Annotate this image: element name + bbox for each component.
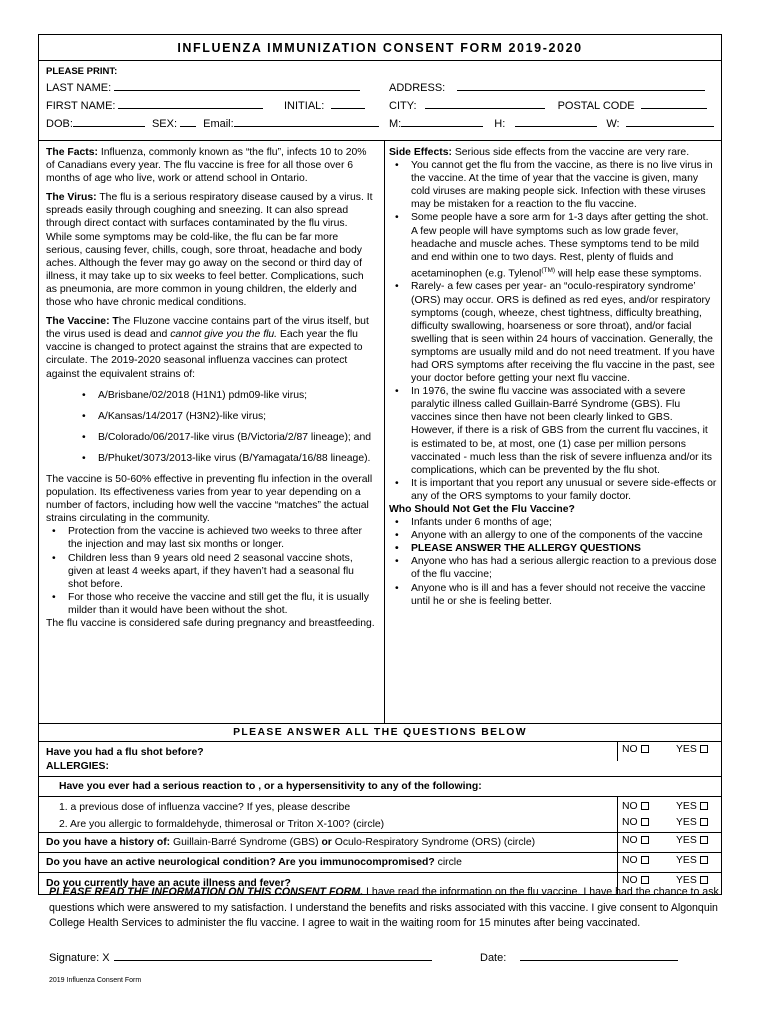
yes-checkbox[interactable]	[700, 818, 708, 826]
yes-checkbox[interactable]	[700, 876, 708, 884]
dob-label: DOB:	[46, 118, 73, 130]
email-label: Email:	[203, 118, 234, 130]
question-serious-reaction: Have you ever had a serious reaction to , or a hypersensitivity to any of the following:	[59, 781, 482, 792]
list-item: • Protection from the vaccine is achieved two weeks to three after the injection and may last six months or longer.	[46, 525, 376, 551]
list-item: • A/Brisbane/02/2018 (H1N1) pdm09-like virus;	[46, 389, 376, 402]
no-label: NO	[622, 744, 638, 755]
questions-header: PLEASE ANSWER ALL THE QUESTIONS BELOW	[39, 724, 721, 742]
no-checkbox[interactable]	[641, 856, 649, 864]
question-flu-shot: Have you had a flu shot before?	[46, 747, 204, 758]
side-effects-list	[389, 159, 717, 503]
list-item: • PLEASE ANSWER THE ALLERGY QUESTIONS	[389, 542, 717, 555]
phone-w-label: W:	[606, 118, 620, 130]
sex-field[interactable]	[180, 117, 196, 127]
facts-paragraph	[46, 146, 376, 185]
question-allergic-formaldehyde: 2. Are you allergic to formaldehyde, thimerosal or Triton X-100? (circle)	[59, 819, 385, 830]
no-checkbox[interactable]	[641, 802, 649, 810]
date-line	[480, 951, 678, 964]
please-print-label: PLEASE PRINT:	[46, 66, 118, 77]
vaccine-paragraph	[46, 315, 376, 380]
list-item: • A/Kansas/14/2017 (H3N2)-like virus;	[46, 410, 376, 423]
allergies-heading: ALLERGIES:	[46, 761, 109, 772]
side-effects-intro: Serious side effects from the vaccine are very rare.	[451, 147, 690, 158]
no-label: NO	[622, 801, 638, 812]
table-row	[39, 742, 721, 761]
list-item: • Children less than 9 years old need 2 seasonal vaccine shots, given at least 4 weeks apart, if they haven’t had a seasonal flu shot before.	[46, 552, 376, 591]
list-item: • It is important that you report any unusual or severe side-effects or any of the ORS symptoms to your family doctor.	[389, 477, 717, 503]
first-name-field[interactable]	[118, 99, 263, 109]
yes-label: YES	[676, 875, 697, 886]
question-history-or: or	[321, 837, 332, 848]
postal-code-label: POSTAL CODE	[557, 100, 635, 112]
question-previous-dose: 1. a previous dose of influenza vaccine? If yes, please describe	[59, 802, 351, 813]
yes-checkbox[interactable]	[700, 802, 708, 810]
question-history	[46, 837, 535, 848]
phone-m-label: M:	[389, 118, 402, 130]
yes-checkbox[interactable]	[700, 745, 708, 753]
initial-label: INITIAL:	[284, 100, 325, 112]
last-name-label: LAST NAME:	[46, 82, 112, 94]
question-neurological-circle: circle	[434, 857, 462, 868]
first-name-label: FIRST NAME:	[46, 100, 116, 112]
table-row	[39, 853, 721, 873]
table-row	[39, 761, 721, 777]
address-label: ADDRESS:	[389, 82, 446, 94]
yes-checkbox[interactable]	[700, 836, 708, 844]
phone-h-label: H:	[494, 118, 506, 130]
list-item: • You cannot get the flu from the vaccine, as there is no live virus in the vaccine. At the time of year that the vaccine is given, many cold viruses are making people sick. Infection with these viruses may be mistaken for a reaction to the flu vaccine.	[389, 159, 717, 211]
effectiveness-paragraph: The vaccine is 50-60% effective in preventing flu infection in the overall population. Its effectiveness varies from year to year depending on a number of factors, including how well the vaccine “matches” the actual strains circulating in the community.	[46, 473, 373, 525]
list-item: • Anyone who has had a serious allergic reaction to a previous dose of the flu vaccine;	[389, 555, 717, 581]
safety-note: The flu vaccine is considered safe during pregnancy and breastfeeding.	[46, 618, 375, 629]
no-label: NO	[622, 835, 638, 846]
no-label: NO	[622, 875, 638, 886]
yes-label: YES	[676, 744, 697, 755]
virus-text: The flu is a serious respiratory disease caused by a virus. It spreads easily through coughing and sneezing. It can also spread through direct contact with surfaces contaminated by the flu virus. While some symptoms may be cold-like, the flu can be far more serious, causing fever, chills, cough, sore throat, headache and body aches. Although the fever may go away on the second or third day of illness, it may take up to six weeks to feel better. Complications, such as pneumonia, are more common in young children, the elderly and those who have chronic medical conditions.	[46, 192, 373, 309]
phone-m-field[interactable]	[401, 117, 483, 127]
yes-label: YES	[676, 817, 697, 828]
no-checkbox[interactable]	[641, 818, 649, 826]
vaccine-bullets	[46, 525, 376, 617]
virus-heading: The Virus:	[46, 192, 97, 204]
date-field[interactable]	[520, 951, 678, 961]
facts-text: Influenza, commonly known as “the flu”, infects 10 to 20% of Canadians every year. The flu vaccine is free for all those over 6 months of age who live, work or attend school in Ontario.	[46, 147, 367, 185]
no-label: NO	[622, 855, 638, 866]
who-should-not-heading: Who Should Not Get the Flu Vaccine?	[389, 504, 575, 515]
date-label: Date:	[480, 952, 507, 964]
vaccine-italic-text: cannot give you the flu.	[170, 329, 278, 341]
list-item: • Rarely- a few cases per year- an “oculo-respiratory syndrome’ (ORS) may occur. ORS is defined as red eyes, and/or respiratory symptoms (cough, wheeze, chest tightness, difficulty breathing, difficulty swallowing, hoarseness or sore throat), and/or facial swelling that is seen within 24 hours of vaccination. Generally, the symptoms are usually mild and do not need treatment. If you have had ORS symptoms after receiving the flu vaccine in the past, see your doctor before getting your next flu vaccine.	[389, 280, 717, 385]
no-checkbox[interactable]	[641, 876, 649, 884]
side-effect-text: will help ease these symptoms.	[555, 268, 702, 280]
consent-text: I have read the information on the flu vaccine. I have had the chance to ask questions which were answered to my satisfaction. I understand the benefits and risks associated with this vaccine. I give consent to Algonquin College Health Services to administer the flu vaccine. I agree to wait in the waiting room for 15 minutes after being vaccinated.	[49, 886, 719, 930]
form-title: INFLUENZA IMMUNIZATION CONSENT FORM 2019-2020	[177, 40, 583, 55]
yes-label: YES	[676, 855, 697, 866]
consent-lead: PLEASE READ THE INFORMATION ON THIS CONSENT FORM.	[49, 886, 364, 898]
list-item: • Anyone with an allergy to one of the components of the vaccine	[389, 529, 717, 542]
last-name-field[interactable]	[114, 81, 360, 91]
left-column	[39, 141, 385, 723]
question-history-label: Do you have a history of:	[46, 837, 171, 848]
yes-label: YES	[676, 801, 697, 812]
facts-heading: The Facts:	[46, 147, 98, 158]
city-label: CITY:	[389, 100, 417, 112]
sex-label: SEX:	[151, 118, 178, 130]
vaccine-heading: The Vaccine: T	[46, 316, 119, 328]
table-row	[39, 777, 721, 797]
question-acute-illness: Do you currently have an acute illness and fever?	[46, 878, 291, 889]
phone-w-field[interactable]	[626, 117, 714, 127]
vaccine-text-cont: Each year the flu vaccine is changed to protect against the strains that are expected to circulate. The 2019-2020 seasonal influenza vaccines can protect against the equivalent strains of:	[46, 329, 363, 380]
email-field[interactable]	[234, 117, 379, 127]
city-field[interactable]	[425, 99, 545, 109]
questions-table	[39, 724, 721, 894]
list-item: • In 1976, the swine flu vaccine was associated with a severe paralytic illness called Guillain-Barré Syndrome (GBS). Flu vaccines since then have not been clearly linked to GBS. However, if there is a risk of GBS from the current flu vaccines, it is estimated to be, at most, one (1) case per million persons vaccinated - much less than the risk of severe influenza and/or its complications, which can be prevented by the flu shot.	[389, 385, 717, 477]
question-history-ors: Oculo-Respiratory Syndrome (ORS) (circle)	[331, 837, 536, 848]
table-row	[39, 797, 721, 833]
side-effects-heading: Side Effects:	[389, 147, 452, 158]
trademark-mark: (TM)	[541, 266, 556, 274]
vaccine-text: he Fluzone vaccine contains part of the virus itself, but the virus used is dead and	[46, 316, 369, 341]
yes-label: YES	[676, 835, 697, 846]
question-neurological	[46, 857, 462, 868]
strain-list	[46, 389, 376, 465]
list-item: • Infants under 6 months of age;	[389, 516, 717, 529]
consent-form	[38, 34, 722, 895]
no-label: NO	[622, 817, 638, 828]
dob-field[interactable]	[73, 117, 145, 127]
list-item: • B/Phuket/3073/2013-like virus (B/Yamagata/16/88 lineage).	[46, 452, 376, 465]
initial-field[interactable]	[331, 99, 365, 109]
list-item: • For those who receive the vaccine and still get the flu, it is usually milder than it would have been without the shot.	[46, 591, 376, 617]
postal-code-field[interactable]	[641, 99, 707, 109]
side-effect-text: Some people have a sore arm for 1-3 days after getting the shot. A few people will have symptoms such as low grade fever, headache and muscle aches. These symptoms tend to be mild and end within one to two days. Rest, plenty of fluids and acetaminophen (e.g. Tylenol	[411, 212, 709, 280]
phone-h-field[interactable]	[515, 117, 597, 127]
list-item: • B/Colorado/06/2017-like virus (B/Victoria/2/87 lineage); and	[46, 431, 376, 444]
yes-checkbox[interactable]	[700, 856, 708, 864]
no-checkbox[interactable]	[641, 745, 649, 753]
consent-statement	[49, 885, 729, 932]
who-should-not-list	[389, 516, 717, 608]
address-field[interactable]	[457, 81, 705, 91]
signature-field[interactable]	[114, 951, 432, 961]
virus-paragraph	[46, 191, 376, 309]
list-item: • Anyone who is ill and has a fever should not receive the vaccine until he or she is feeling better.	[389, 582, 717, 608]
question-neurological-text: Do you have an active neurological condition? Are you immunocompromised?	[46, 857, 435, 868]
list-item	[389, 211, 717, 280]
signature-line	[49, 951, 432, 964]
right-column	[385, 141, 723, 723]
table-row	[39, 833, 721, 853]
footer-text: 2019 Influenza Consent Form	[49, 977, 142, 984]
personal-info-section	[39, 61, 721, 141]
title-box	[39, 35, 721, 61]
signature-label: Signature: X	[49, 952, 110, 964]
information-columns	[39, 141, 721, 724]
no-checkbox[interactable]	[641, 836, 649, 844]
question-history-gbs: Guillain-Barré Syndrome (GBS)	[170, 837, 322, 848]
side-effects-heading-line	[389, 146, 717, 159]
